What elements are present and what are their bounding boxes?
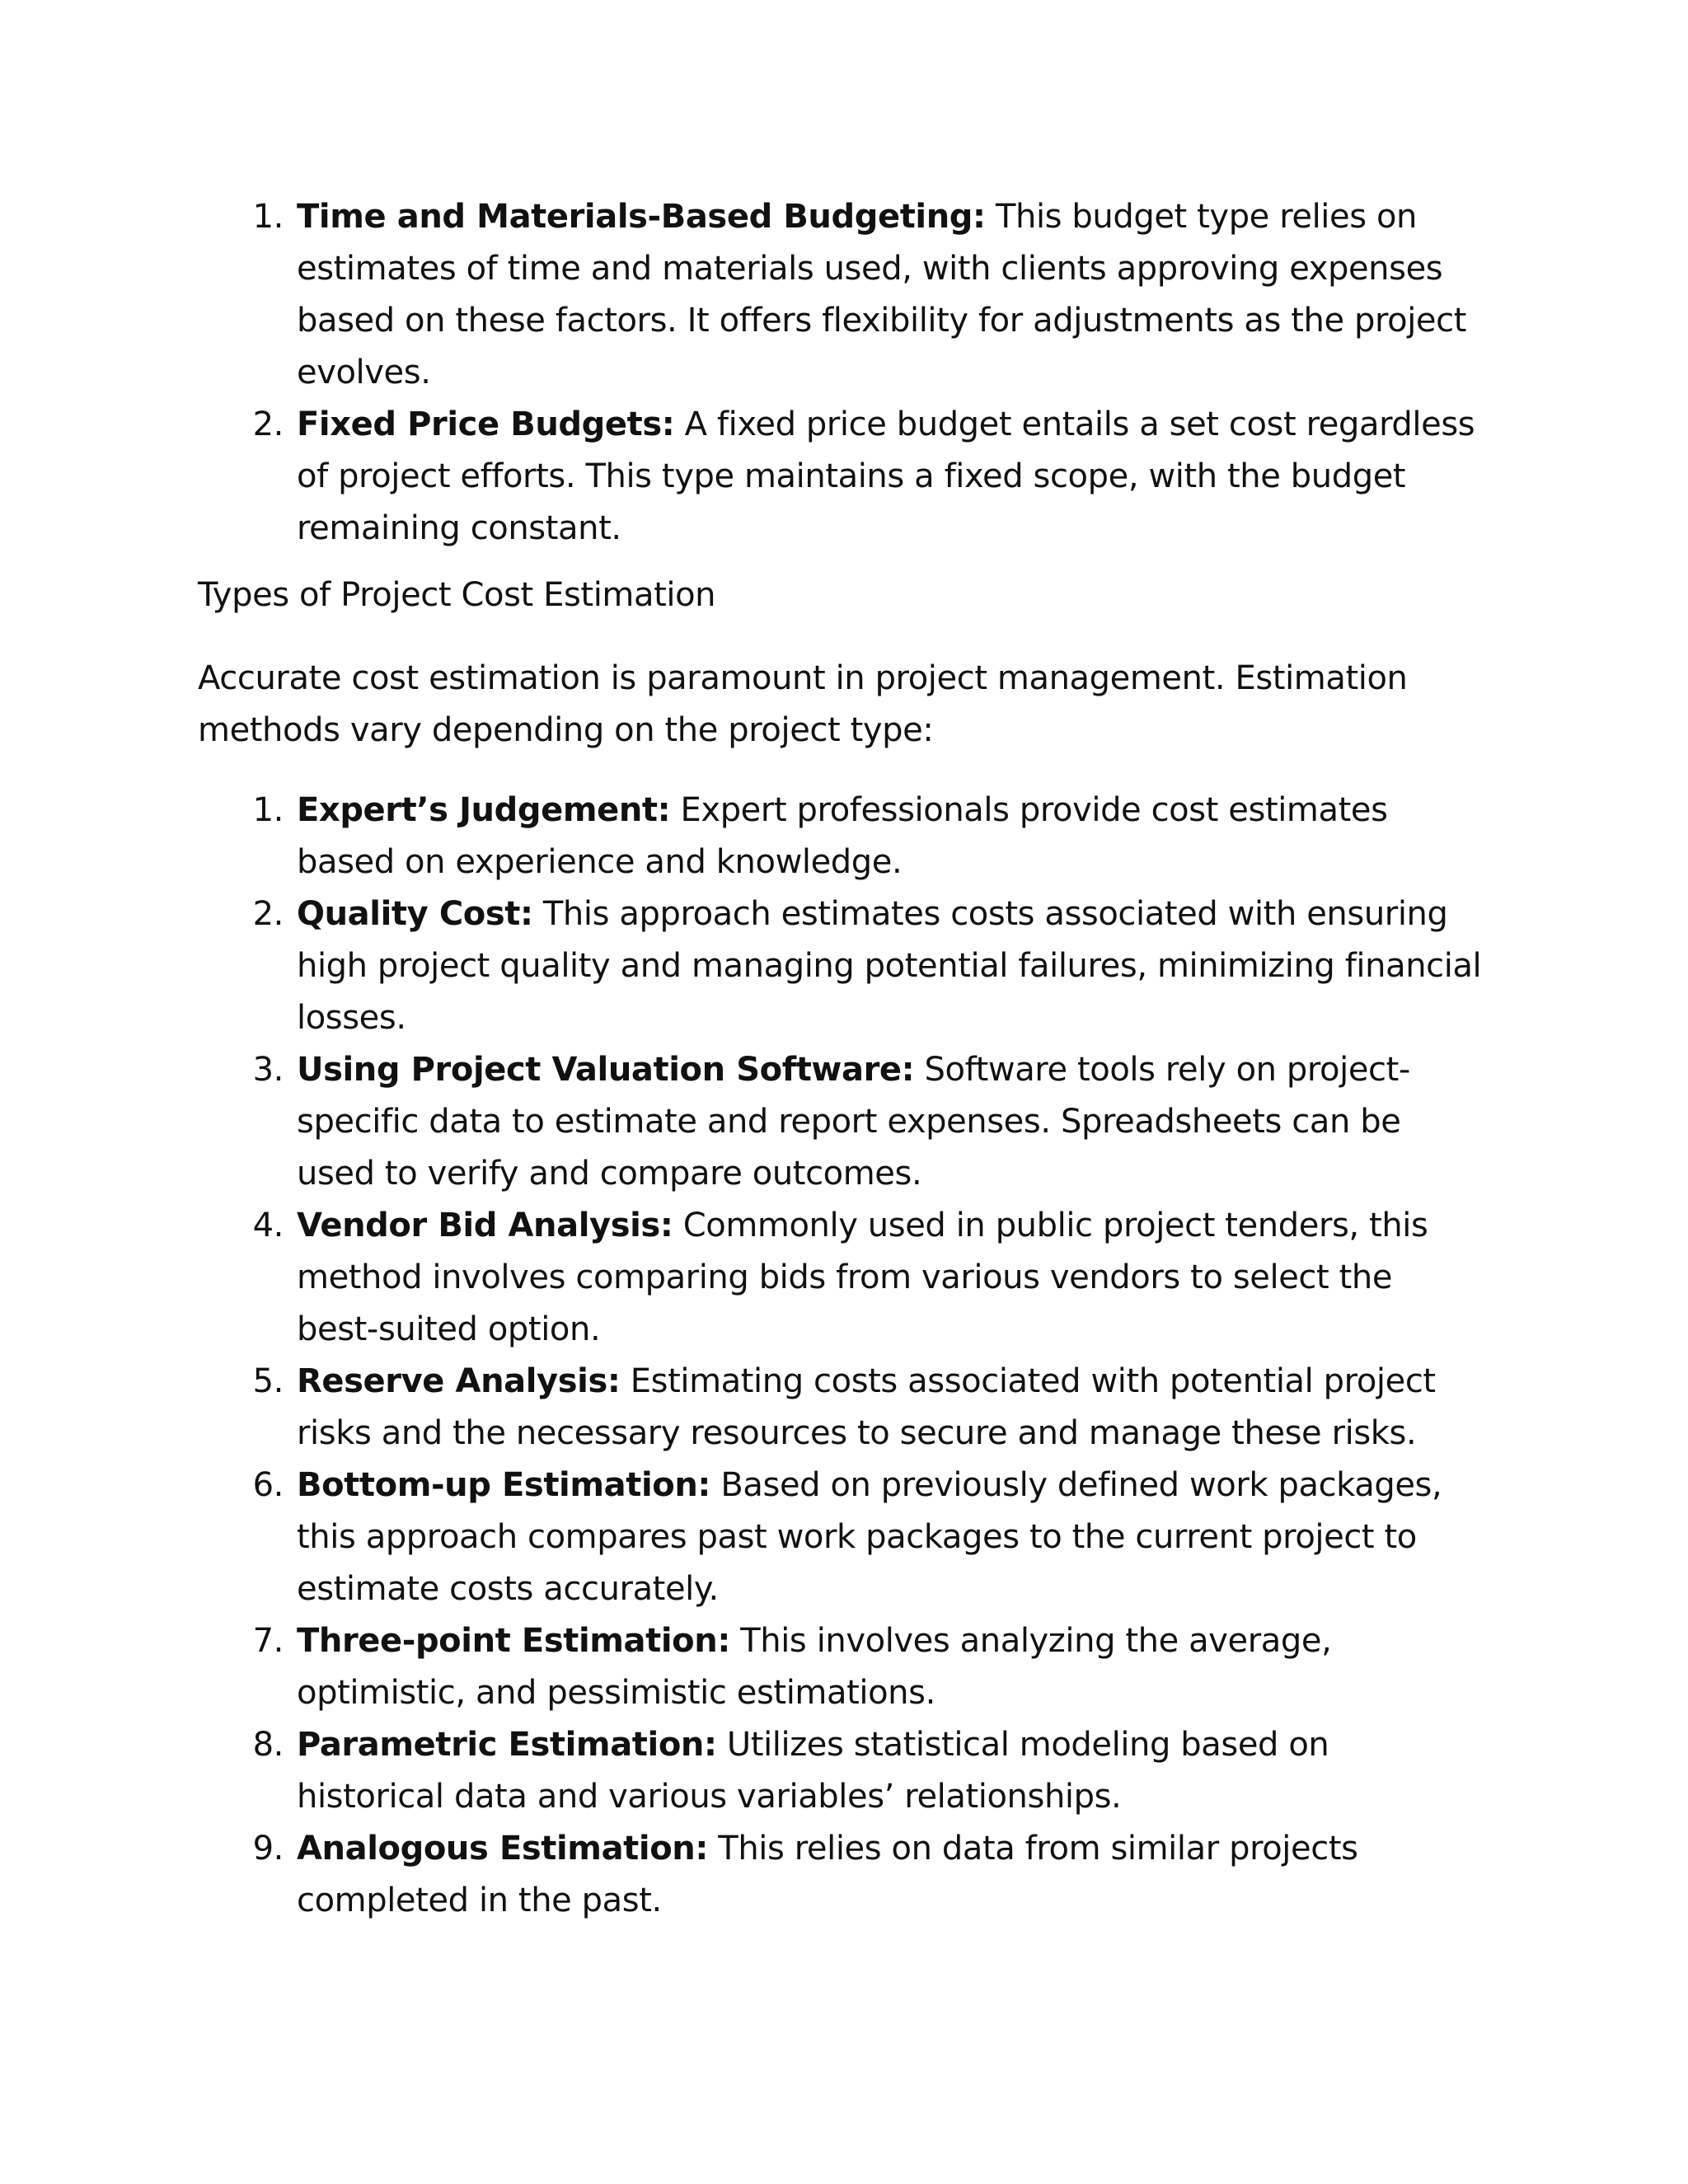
budget-types-list <box>198 191 1484 555</box>
list-item-text: Expert professionals provide cost estimates based on experience and knowledge. <box>297 791 1388 881</box>
list-number: 8. <box>252 1726 284 1764</box>
list-number: 1. <box>252 791 284 829</box>
list-item <box>198 1200 1484 1356</box>
list-item-text: Utilizes statistical modeling based on historical data and various variables’ relationships. <box>297 1726 1329 1816</box>
list-number: 6. <box>252 1466 284 1504</box>
list-item-term: Analogous Estimation: <box>297 1830 708 1868</box>
document-body <box>198 191 1484 1927</box>
list-item-term: Vendor Bid Analysis: <box>297 1207 673 1244</box>
intro-paragraph: Accurate cost estimation is paramount in project management. Estimation methods vary depending on the project type: <box>198 659 1408 749</box>
list-item-text: This approach estimates costs associated with ensuring high project quality and managing potential failures, minimizing financial losses. <box>297 895 1482 1037</box>
list-number: 9. <box>252 1830 284 1868</box>
list-item-text: This budget type relies on estimates of time and materials used, with clients approving expenses based on these factors. It offers flexibility for adjustments as the project evolves. <box>297 198 1467 391</box>
list-item-term: Using Project Valuation Software: <box>297 1051 915 1089</box>
section-heading: Types of Project Cost Estimation <box>198 576 716 614</box>
list-item-term: Bottom-up Estimation: <box>297 1466 711 1504</box>
list-item-term: Reserve Analysis: <box>297 1362 621 1400</box>
list-item-term: Time and Materials-Based Budgeting: <box>297 198 986 236</box>
list-number: 3. <box>252 1051 284 1089</box>
list-item-term: Expert’s Judgement: <box>297 791 671 829</box>
list-item-term: Quality Cost: <box>297 895 533 933</box>
list-number: 5. <box>252 1362 284 1400</box>
list-item-text: Estimating costs associated with potential project risks and the necessary resources to secure and manage these risks. <box>297 1362 1436 1452</box>
list-item <box>198 1356 1484 1460</box>
list-item <box>198 191 1484 399</box>
list-item-text: Commonly used in public project tenders, this method involves comparing bids from various vendors to select the best-suited option. <box>297 1207 1428 1348</box>
estimation-methods-list <box>198 785 1484 1927</box>
list-item <box>198 1719 1484 1823</box>
list-item-term: Three-point Estimation: <box>297 1622 730 1660</box>
list-item-text: A fixed price budget entails a set cost regardless of project efforts. This type maintains a fixed scope, with the budget remaining constant. <box>297 405 1475 547</box>
list-item <box>198 1615 1484 1719</box>
list-item <box>198 399 1484 555</box>
list-item <box>198 1044 1484 1200</box>
list-number: 2. <box>252 895 284 933</box>
list-item-term: Parametric Estimation: <box>297 1726 717 1764</box>
list-number: 2. <box>252 405 284 443</box>
list-item <box>198 1460 1484 1615</box>
list-number: 7. <box>252 1622 284 1660</box>
list-number: 1. <box>252 198 284 236</box>
list-item <box>198 1823 1484 1927</box>
list-item-text: This relies on data from similar projects completed in the past. <box>297 1830 1358 1919</box>
list-number: 4. <box>252 1207 284 1244</box>
list-item-text: Based on previously defined work packages, this approach compares past work packages to the current project to estimate costs accurately. <box>297 1466 1442 1608</box>
list-item <box>198 785 1484 888</box>
list-item-text: This involves analyzing the average, optimistic, and pessimistic estimations. <box>297 1622 1332 1712</box>
list-item-text: Software tools rely on project-specific data to estimate and report expenses. Spreadsheets can be used to verify and compare outcomes. <box>297 1051 1410 1193</box>
list-item-term: Fixed Price Budgets: <box>297 405 675 443</box>
list-item <box>198 888 1484 1044</box>
